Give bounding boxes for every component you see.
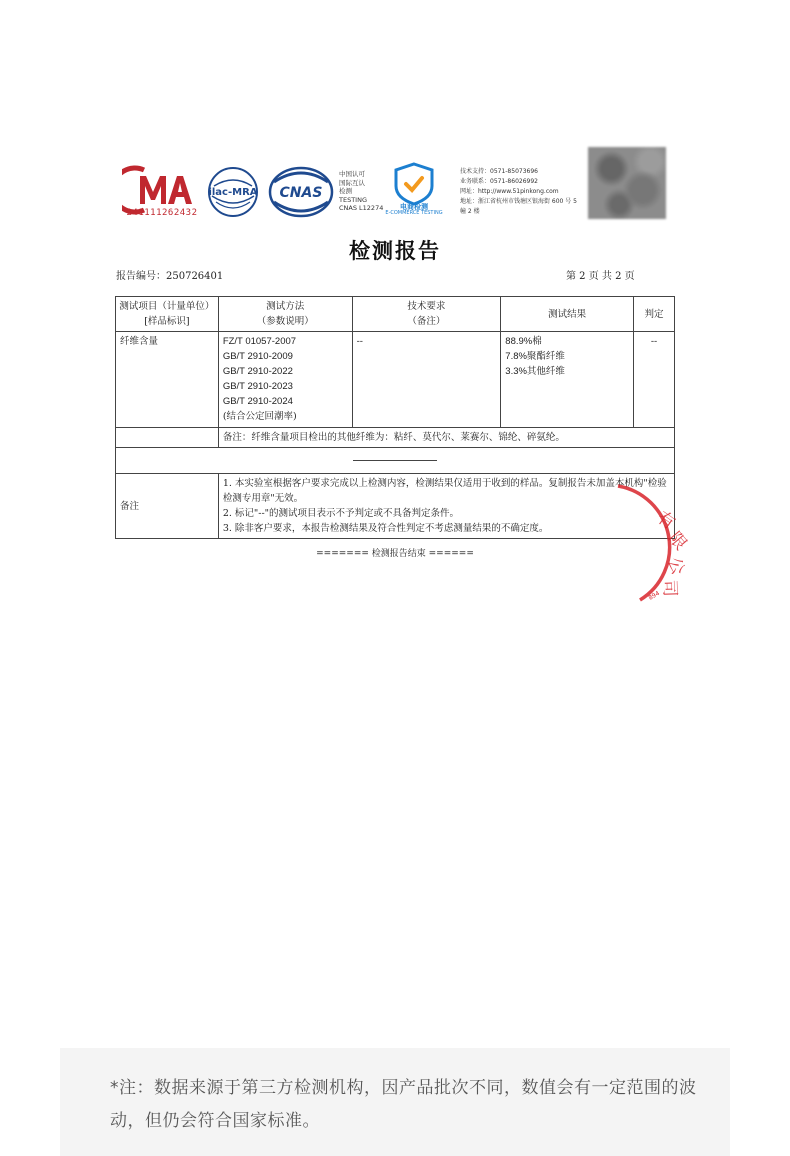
svg-text:894: 894 bbox=[647, 589, 661, 602]
cnas-logo bbox=[268, 166, 334, 218]
ecommerce-testing-name: 电商检测 bbox=[400, 203, 428, 211]
method-line: GB/T 2910-2023 bbox=[222, 381, 293, 392]
header-text: （参数说明） bbox=[256, 316, 314, 327]
method-line: (结合公定回潮率) bbox=[222, 411, 297, 422]
header-test-method bbox=[218, 297, 352, 332]
header-text: 测试结果 bbox=[548, 308, 587, 320]
contact-line: 技术支持：0571-85073696 bbox=[460, 168, 538, 175]
svg-text:ilac-MRA: ilac-MRA bbox=[208, 187, 258, 198]
cnas-line: 国际互认 bbox=[339, 178, 365, 187]
method-line: FZ/T 01057-2007 bbox=[222, 336, 297, 347]
svg-text:CNAS: CNAS bbox=[279, 185, 323, 201]
cell-item: 纤维含量 bbox=[116, 332, 219, 428]
cell-judgement: -- bbox=[634, 332, 675, 428]
header-text: 测试项目（计量单位） bbox=[119, 301, 215, 312]
result-line: 7.8%聚酯纤维 bbox=[505, 351, 565, 362]
cell-separator bbox=[116, 448, 675, 474]
method-line: GB/T 2910-2022 bbox=[222, 366, 293, 377]
svg-text:司: 司 bbox=[659, 579, 680, 598]
cell-empty bbox=[116, 428, 219, 448]
cell-requirement: -- bbox=[352, 332, 501, 428]
result-line: 3.3%其他纤维 bbox=[505, 366, 565, 377]
result-line: 88.9%棉 bbox=[505, 336, 542, 347]
contact-line: 网址：http://www.51pinkong.com bbox=[460, 188, 559, 195]
official-seal-stamp bbox=[598, 478, 708, 608]
contact-line: 业务联系：0571-86026992 bbox=[460, 178, 538, 185]
qr-code-blurred bbox=[588, 147, 666, 219]
method-line: GB/T 2910-2009 bbox=[222, 351, 293, 362]
separator-line bbox=[353, 460, 437, 461]
cell-remark: 备注：纤维含量项目检出的其他纤维为：粘纤、莫代尔、莱赛尔、锦纶、碎氨纶。 bbox=[218, 428, 674, 448]
report-end-line: ======= 检测报告结束 ====== bbox=[316, 549, 474, 559]
cnas-caption bbox=[339, 170, 383, 213]
contact-line: 地址：浙江省杭州市钱塘区银海街 600 号 5 bbox=[460, 198, 577, 205]
ecommerce-testing-subtitle: E-COMMERCE TESTING bbox=[385, 210, 443, 216]
method-line: GB/T 2910-2024 bbox=[222, 396, 293, 407]
svg-text:有: 有 bbox=[653, 507, 679, 534]
header-text: 技术要求 bbox=[407, 301, 446, 312]
header-requirement bbox=[352, 297, 501, 332]
note-line: 1. 本实验室根据客户要求完成以上检测内容，检测结果仅适用于收到的样品。复制报告未加盖本机构"检验检测专用章"无效。 bbox=[222, 478, 667, 504]
header-text: （备注） bbox=[407, 316, 446, 327]
header-test-item bbox=[116, 297, 219, 332]
header-text: 测试方法 bbox=[266, 301, 305, 312]
contact-info bbox=[460, 167, 586, 217]
svg-text:限: 限 bbox=[664, 528, 691, 555]
cnas-line: 中国认可 bbox=[339, 170, 365, 178]
note-line: 3. 除非客户要求，本报告检测结果及符合性判定不考虑测量结果的不确定度。 bbox=[222, 523, 549, 534]
cell-results bbox=[501, 332, 634, 428]
header-result bbox=[501, 297, 634, 332]
cnas-line: TESTING bbox=[339, 195, 367, 204]
header-judgement bbox=[634, 297, 675, 332]
page-number: 第 2 页 共 2 页 bbox=[566, 271, 635, 282]
report-title: 检测报告 bbox=[349, 239, 441, 263]
cnas-line: CNAS L12274 bbox=[339, 204, 384, 212]
ilac-mra-logo bbox=[206, 166, 260, 218]
cell-methods bbox=[218, 332, 352, 428]
table-row bbox=[116, 332, 675, 428]
header-text: [样品标识] bbox=[144, 316, 190, 327]
report-number: 报告编号：250726401 bbox=[116, 271, 224, 282]
table-remark-row bbox=[116, 428, 675, 448]
contact-line: 幢 2 楼 bbox=[460, 208, 480, 215]
header-text: 判定 bbox=[644, 308, 664, 320]
table-header-row bbox=[116, 297, 675, 332]
table-notes-row bbox=[116, 474, 675, 539]
footer-note-text: *注：数据来源于第三方检测机构，因产品批次不同，数值会有一定范围的波动，但仍会符合国家标准。 bbox=[110, 1078, 697, 1131]
test-results-table bbox=[115, 296, 675, 539]
cell-notes-label: 备注 bbox=[116, 474, 219, 539]
cnas-line: 检测 bbox=[339, 187, 352, 195]
note-line: 2. 标记"--"的测试项目表示不予判定或不具备判定条件。 bbox=[222, 508, 460, 519]
table-separator-row bbox=[116, 448, 675, 474]
cma-number: 241111262432 bbox=[126, 208, 198, 218]
svg-text:公: 公 bbox=[663, 554, 688, 578]
